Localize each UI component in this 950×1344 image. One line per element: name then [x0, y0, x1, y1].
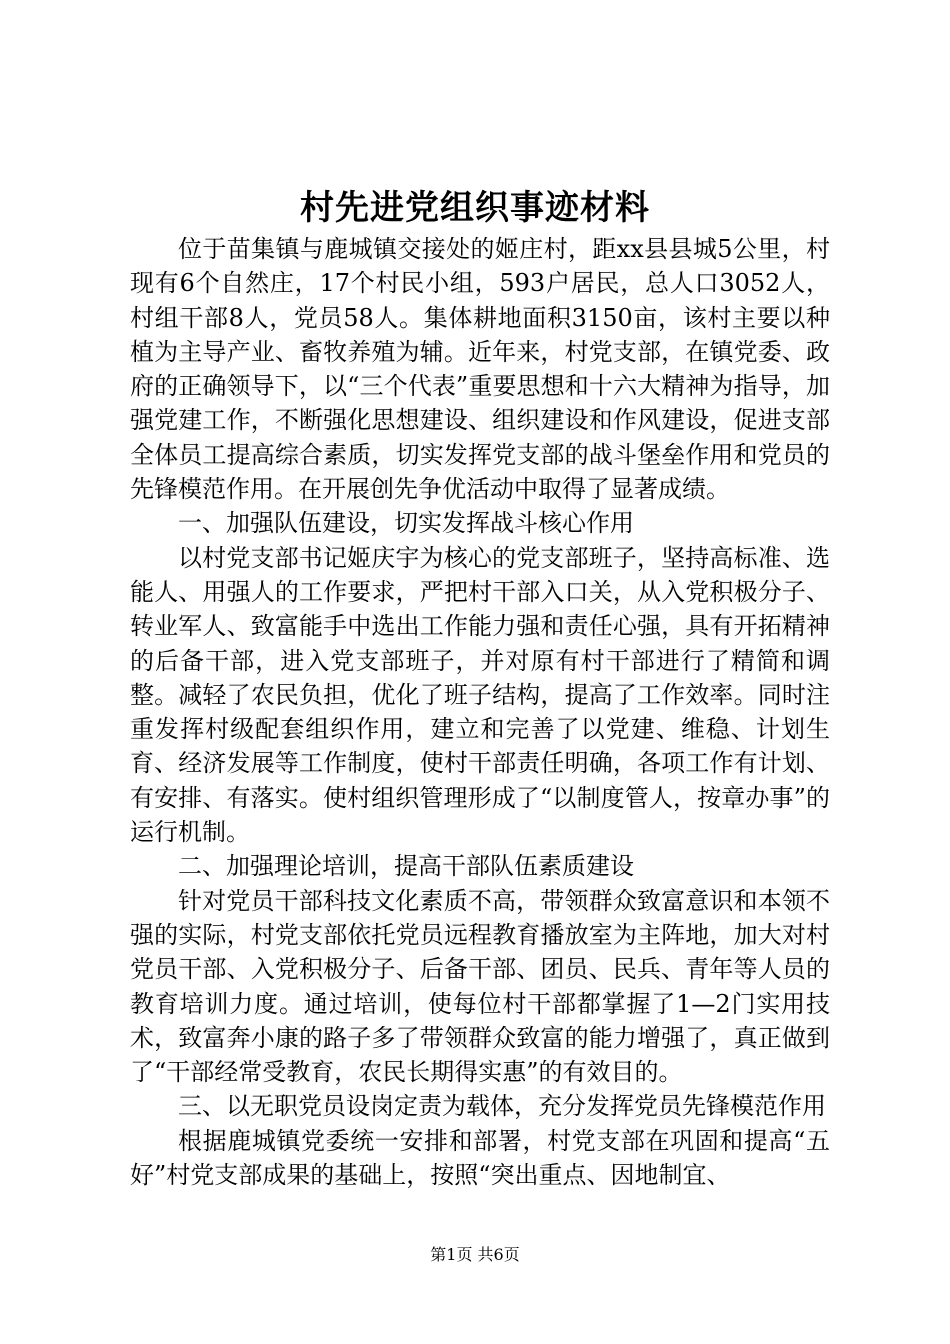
section-2-paragraph: 针对党员干部科技文化素质不高，带领群众致富意识和本领不强的实际，村党支部依托党员远程教育播放室为主阵地，加大对村党员干部、入党积极分子、后备干部、团员、民兵、青年等人员的教育培训力度。通过培训，使每位村干部都掌握了1—2门实用技术，致富奔小康的路子多了带领群众致富的能力增强了，真正做到了“干部经常受教育，农民长期得实惠”的有效目的。: [130, 886, 830, 1087]
section-heading-2: 二、加强理论培训，提高干部队伍素质建设: [178, 852, 634, 881]
section-heading-1: 一、加强队伍建设，切实发挥战斗核心作用: [178, 509, 634, 538]
section-heading-3: 三、以无职党员设岗定责为载体，充分发挥党员先锋模范作用: [178, 1092, 826, 1121]
intro-paragraph: 位于苗集镇与鹿城镇交接处的姬庄村，距xx县县城5公里，村现有6个自然庄，17个村民小组，593户居民，总人口3052人，村组干部8人，党员58人。集体耕地面积3150亩，该村主要以种植为主导产业、畜牧养殖为辅。近年来，村党支部，在镇党委、政府的正确领导下，以“三个代表”重要思想和十六大精神为指导，加强党建工作，不断强化思想建设、组织建设和作风建设，促进支部全体员工提高综合素质，切实发挥党支部的战斗堡垒作用和党员的先锋模范作用。在开展创先争优活动中取得了显著成绩。: [130, 235, 830, 504]
section-1-paragraph: 以村党支部书记姬庆宇为核心的党支部班子，坚持高标准、选能人、用强人的工作要求，严把村干部入口关，从入党积极分子、转业军人、致富能手中选出工作能力强和责任心强，具有开拓精神的后备干部，进入党支部班子，并对原有村干部进行了精简和调整。减轻了农民负担，优化了班子结构，提高了工作效率。同时注重发挥村级配套组织作用，建立和完善了以党建、维稳、计划生育、经济发展等工作制度，使村干部责任明确，各项工作有计划、有安排、有落实。使村组织管理形成了“以制度管人，按章办事”的运行机制。: [130, 543, 830, 847]
page-footer: 第1页 共6页: [430, 1245, 520, 1264]
section-3-paragraph: 根据鹿城镇党委统一安排和部署，村党支部在巩固和提高“五好”村党支部成果的基础上，按照“突出重点、因地制宜、: [130, 1126, 830, 1190]
document-title: 村先进党组织事迹材料: [300, 188, 650, 228]
document-body: [130, 232, 830, 1192]
